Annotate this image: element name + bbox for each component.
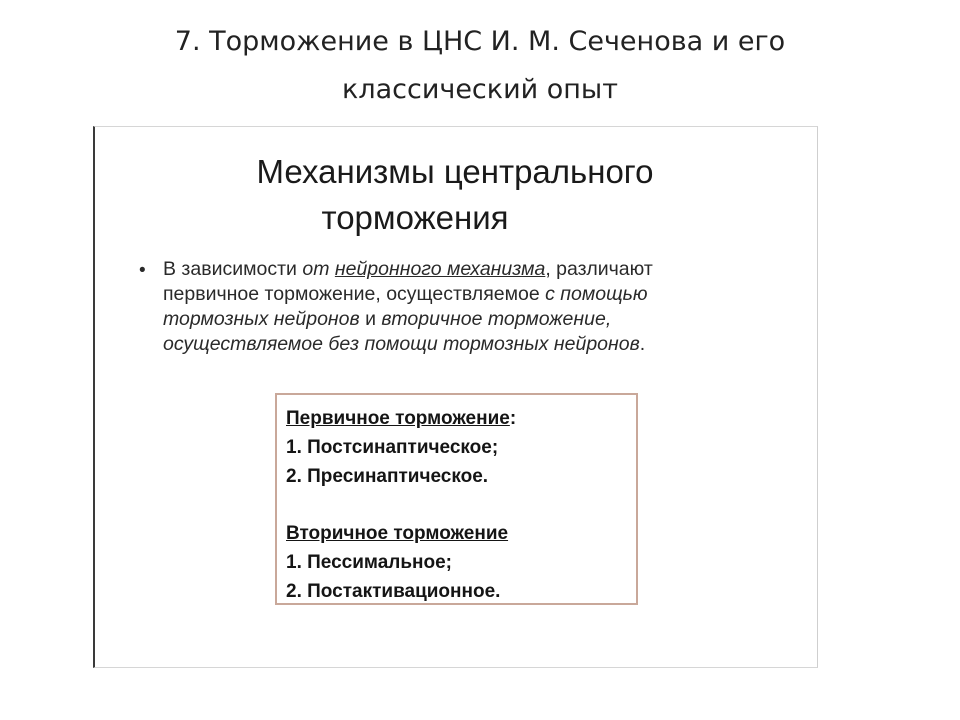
paragraph-italic: вторичное торможение,	[381, 308, 612, 330]
figure-heading	[95, 149, 815, 241]
paragraph-line-2	[163, 282, 803, 307]
paragraph-italic: тормозных нейронов	[163, 308, 360, 330]
paragraph-text: .	[639, 333, 646, 355]
paragraph-text: первичное торможение, осуществляемое	[163, 283, 546, 305]
classification-box	[275, 393, 638, 605]
secondary-title: Вторичное торможение	[286, 523, 509, 544]
list-item: 1. Пессимальное;	[286, 552, 453, 573]
list-item: 2. Постактивационное.	[286, 581, 501, 602]
paragraph-text: , различают	[545, 258, 653, 280]
paragraph-italic: от	[302, 258, 335, 280]
paragraph-italic: с помощью	[545, 283, 648, 305]
embedded-figure	[93, 126, 818, 668]
paragraph-line-4	[163, 332, 803, 357]
paragraph-line-1	[163, 257, 803, 282]
bullet-icon: •	[139, 260, 146, 281]
slide-title-line-2: классический опыт	[342, 74, 618, 105]
slide-title	[60, 18, 900, 114]
list-item: 1. Постсинаптическое;	[286, 437, 499, 458]
paragraph-text: В зависимости	[163, 258, 303, 280]
primary-colon: :	[509, 408, 517, 429]
spacer	[286, 491, 636, 519]
bullet-paragraph	[163, 257, 803, 357]
primary-heading	[286, 404, 636, 433]
figure-heading-line-2: торможения	[321, 199, 509, 236]
paragraph-text: и	[359, 308, 382, 330]
slide-title-line-1: 7. Торможение в ЦНС И. М. Сеченова и его	[174, 26, 786, 57]
list-item: 2. Пресинаптическое.	[286, 466, 489, 487]
paragraph-italic-underlined: нейронного механизма	[334, 258, 546, 280]
paragraph-italic: осуществляемое без помощи тормозных нейронов	[163, 333, 640, 355]
primary-title: Первичное торможение	[286, 408, 510, 429]
secondary-heading	[286, 519, 636, 548]
paragraph-line-3	[163, 307, 803, 332]
figure-heading-line-1: Механизмы центрального	[256, 153, 654, 190]
